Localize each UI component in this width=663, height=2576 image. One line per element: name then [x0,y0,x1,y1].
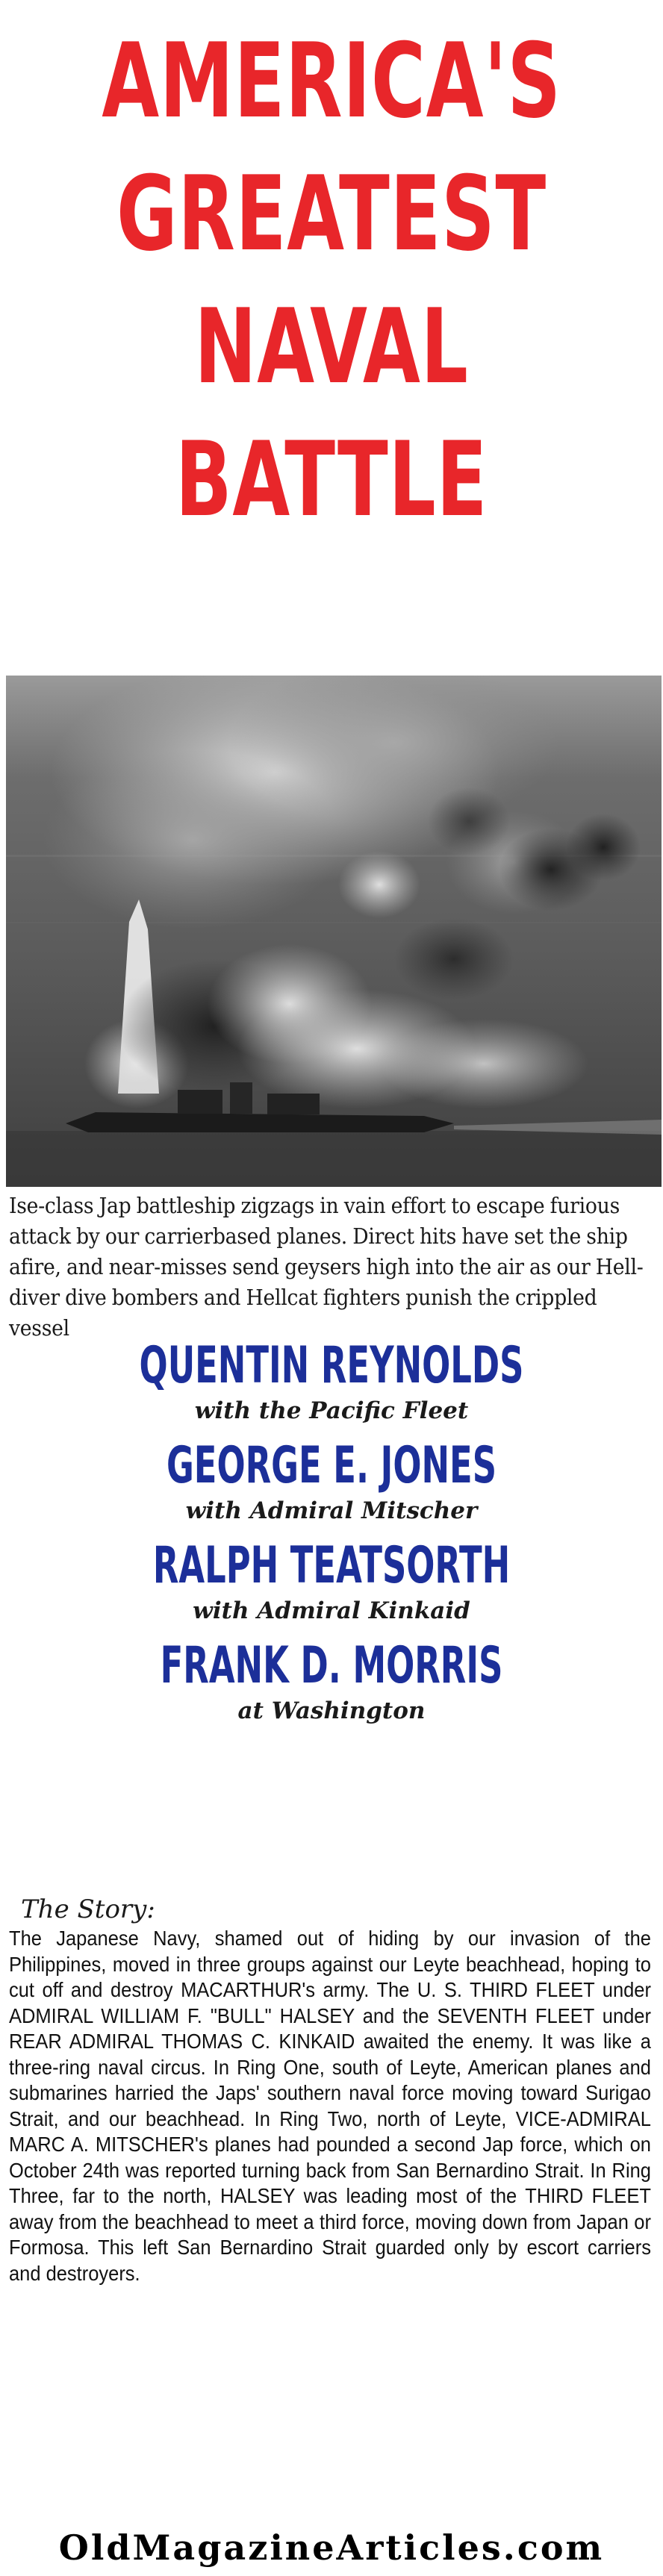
headline-line-3: NAVAL [194,287,469,407]
byline-name: RALPH TEATSORTH [152,1536,511,1595]
headline [93,15,570,546]
headline-line-4: BATTLE [175,420,488,540]
headline-line-2: GREATEST [116,154,547,274]
story-heading: The Story: [21,1894,155,1924]
site-watermark: OldMagazineArticles.com [58,2527,605,2568]
byline-role: with Admiral Kinkaid [193,1597,470,1624]
byline-list [0,1336,663,1736]
byline-role: at Washington [237,1697,426,1724]
photo-caption: Ise-class Jap battleship zigzags in vain effort to escape furious attack by our carrierbased planes. Direct hits have set the ship afire, and near-misses send geysers high into the air as our Hell-diver dive bombers and Hellcat fighters punish the crippled vessel [9,1193,644,1341]
byline-role: with the Pacific Fleet [194,1397,469,1424]
headline-line-1: AMERICA'S [102,21,561,141]
battleship-photo [6,676,662,1187]
story-body: The Japanese Navy, shamed out of hiding by our invasion of the Philippines, moved in three groups against our Leyte beachhead, hoping to cut off and destroy MACARTHUR's army. The U. S. THIRD FLEET under ADMIRAL WILLIAM F. "BULL" HALSEY and the SEVENTH FLEET under REAR ADMIRAL THOMAS C. KINKAID awaited the enemy. It was like a three-ring naval circus. In Ring One, south of Leyte, American planes and submarines harried the Japs' southern naval force moving toward Surigao Strait, and our beachhead. In Ring Two, north of Leyte, VICE-ADMIRAL MARC A. MITSCHER's planes had pounded a second Jap force, which on October 24th was reported turning back from San Bernardino Strait. In Ring Three, far to the north, HALSEY was leading most of the THIRD FLEET away from the beachhead to meet a third force, moving down from Japan or Formosa. This left San Bernardino Strait guarded only by escort carriers and destroyers. [9,1927,651,2285]
byline-name: GEORGE E. JONES [166,1436,497,1495]
battleship-photo-illustration [6,676,662,1187]
byline-role: with Admiral Mitscher [185,1497,478,1524]
byline-name: FRANK D. MORRIS [160,1636,503,1695]
byline-name: QUENTIN REYNOLDS [139,1336,524,1395]
